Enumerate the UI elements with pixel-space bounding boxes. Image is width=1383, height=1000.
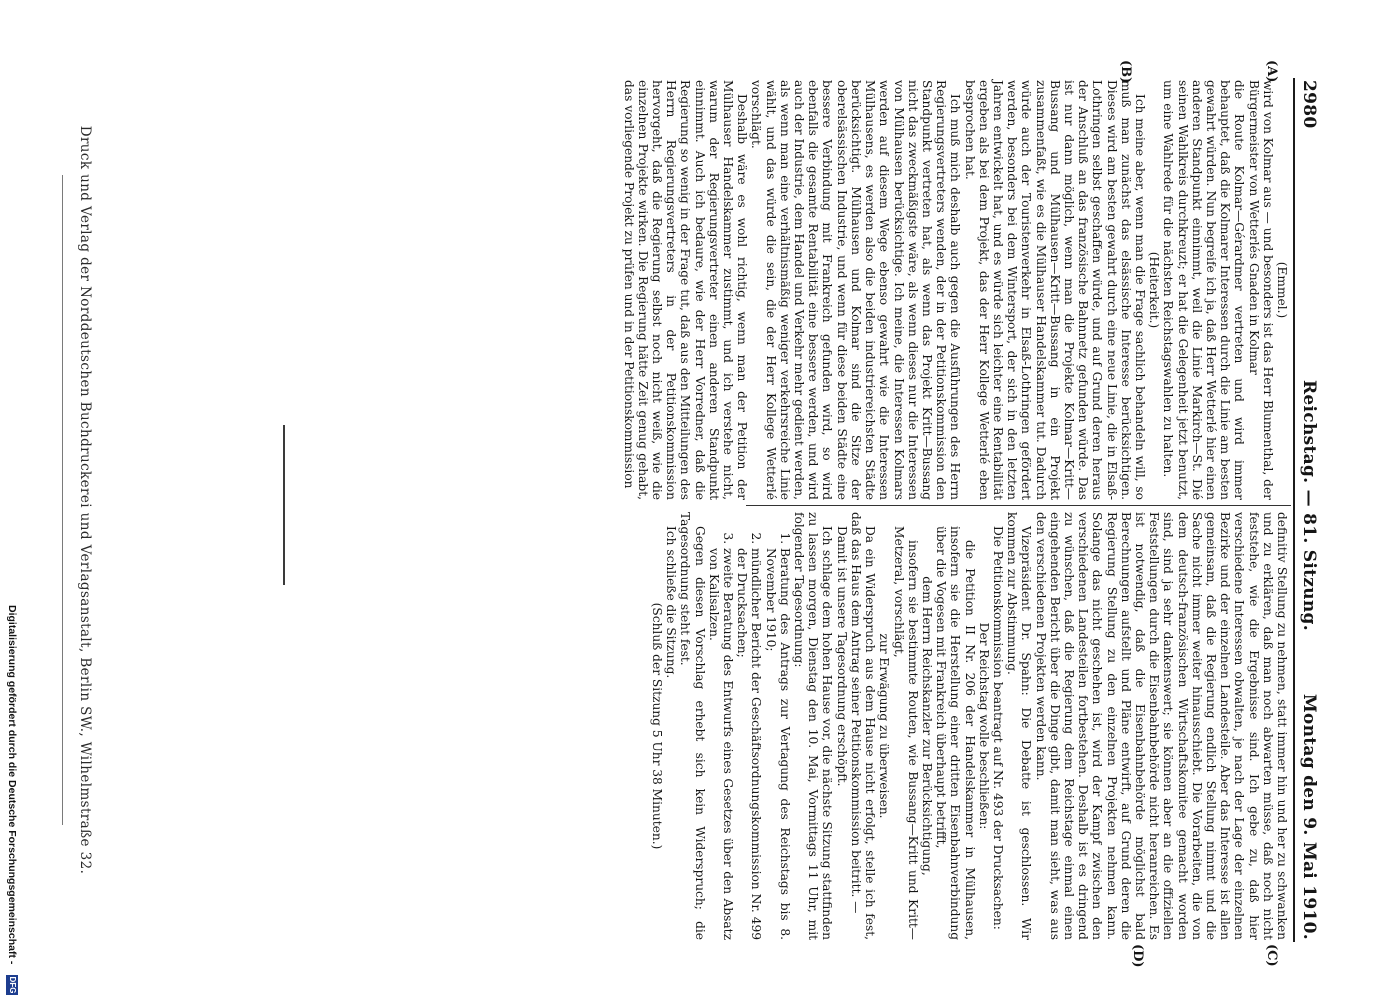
agenda-item: 3. zweite Beratung des Entwurfs eines Gesetzes über den Absatz von Kalisalzen. (707, 548, 735, 940)
end-note: (Schluß der Sitzung 5 Uhr 38 Minuten.) (650, 602, 665, 850)
right-column (650, 512, 1289, 940)
paragraph: zur Erwägung zu überweisen. (877, 633, 892, 819)
paragraph: Vizepräsident Dr. Spahn: Die Debatte ist geschlossen. Wir kommen zur Abstimmung. (1005, 512, 1034, 940)
paragraph: Da ein Widerspruch aus dem Hause nicht erfolgt, stelle ich fest, daß das Haus dem Antrag seiner Petitionskommission beitritt. — (848, 512, 878, 940)
page-number: 2980 (1299, 80, 1319, 129)
column-divider (746, 505, 1291, 506)
margin-marker-d: (D) (1130, 944, 1145, 968)
paragraph: Der Reichstag wolle beschließen: (976, 622, 991, 830)
header-date: Montag den 9. Mai 1910. (1299, 693, 1319, 940)
paragraph: insofern sie bestimmte Routen, wie Bussang—Kritt und Kritt—Metzeral, vorschlägt, (891, 526, 920, 940)
margin-marker-a: (A) (1264, 60, 1279, 83)
agenda-item: 1. Beratung des Antrags zur Vertagung des Reichstags bis 8. November 1910; (763, 548, 791, 940)
left-column (621, 80, 1289, 500)
paragraph: Ich schlage dem hohen Hause vor, die nächste Sitzung stattfinden zu lassen morgen, Dienstag den 10. Mai, Vormittags 11 Uhr, mit folgender Tagesordnung: (792, 512, 835, 940)
paragraph: die Route Kolmar—Gérardmer vertreten und wird immer behauptet, daß die Kolmarer Interessen durch die Linie am besten gewahrt würden. Nun begreife ich ja, daß Herr Wetterlé hier einen anderen Standpunkt einnimmt, weil die Linie Markirch—St. Dié seinen Wahlkreis durchkreuzt; er hat die Gelegenheit jetzt benutzt, um eine Wahlrede für die nächsten Reichstagswahlen zu halten. (1161, 80, 1247, 500)
header-title: Reichstag. — 81. Sitzung. (1299, 380, 1319, 631)
dfg-logo-icon: DFG (8, 976, 17, 994)
interjection: (Heiterkeit.) (1147, 251, 1162, 329)
agenda-item: 2. mündlicher Bericht der Geschäftsordnungskommission Nr. 499 der Drucksachen; (735, 548, 763, 940)
imprint-line: Druck und Verlag der Norddeutschen Buchdruckerei und Verlagsanstalt, Berlin SW., Wilhelmstraße 32. (77, 125, 93, 875)
agenda-list (707, 512, 792, 940)
paragraph: die Petition II Nr. 206 der Handelskammer in Mülhausen, insofern sie die Herstellung einer dritten Eisenbahnverbindung über die Vogesen mit Frankreich überhaupt betrifft, (934, 526, 977, 940)
paragraph: Gegen diesen Vorschlag erhebt sich kein Widerspruch; die Tagesordnung steht fest. (678, 512, 707, 940)
header-rule (1293, 78, 1295, 942)
margin-marker-c: (C) (1264, 944, 1279, 967)
paragraph: definitiv Stellung zu nehmen, statt immer hin und her zu schwanken und zu erklären, daß man noch abwarten müsse, daß noch nicht feststehe, wie die Ergebnisse sind. Ich gebe zu, daß hier verschiedene Interessen obwalten, je nach der Lage der einzelnen Bezirke und der einzelnen Landesteile. Aber das Interesse ist allen gemeinsam, daß die Regierung endlich Stellung nimmt und die Sache nicht immer weiter hinausschiebt. Die Vorarbeiten, die von dem deutsch-französischen Wirtschaftskomitee gemacht worden sind, sind ja sehr dankenswert; sie können aber an die offiziellen Feststellungen durch die Eisenbahnbehörde nicht heranreichen. Es ist notwendig, daß die Eisenbahnbehörde möglichst bald Berechnungen aufstellt und Pläne entwirft, auf Grund deren die Regierung Stellung zu den einzelnen Projekten nehmen kann. Solange das nicht geschehen ist, wird der Kampf zwischen den verschiedenen Landesteilen fortbestehen. Deshalb ist es dringend zu wünschen, daß die Regierung dem Reichstage einmal einen eingehenden Bericht über die Dinge gibt, damit man sieht, was aus den verschiedenen Projekten werden kann. (1033, 512, 1289, 940)
page-header (1293, 80, 1319, 940)
digitization-note: Digitalisierung gefördert durch die Deutsche Forschungsgemeinschaft - (6, 605, 18, 965)
paragraph: Die Petitionskommission beantragt auf Nr. 493 der Drucksachen: (990, 526, 1005, 930)
end-rule (283, 425, 285, 585)
paragraph: Ich meine aber, wenn man die Frage sachlich behandeln will, so muß man zunächst das elsässische Interesse berücksichtigen. Dieses wird am besten gewahrt durch eine neue Linie, die in Elsaß-Lothringen selbst geschaffen würde, und auf Grund deren heraus der Anschluß an das französische Bahnnetz gefunden würde. Das ist nur dann möglich, wenn man die Projekte Kolmar—Kritt—Bussang und Mülhausen—Kritt—Bussang in ein Projekt zusammenfaßt, wie es die Mülhauser Handelskammer tut. Dadurch würde auch der Touristenverkehr in Elsaß-Lothringen gefördert werden, besonders bei dem Wintersport, der sich in den letzten Jahren entwickelt hat, und es würde sich leichter eine Rentabilität ergeben als bei dem Projekt, das der Herr Kollege Wetterlé eben besprochen hat. (962, 80, 1147, 500)
speaker-label: (Emmel.) (1275, 261, 1289, 319)
paragraph: dem Herrn Reichskanzler zur Berücksichtigung, (919, 576, 934, 876)
paragraph: Ich schließe die Sitzung. (664, 526, 679, 679)
paragraph: wird von Kolmar aus — und besonders ist das Herr Blumenthal, der Bürgermeister von Wetterlés Gnaden in Kolmar (1246, 80, 1275, 500)
imprint-rule (62, 175, 63, 825)
paragraph: Damit ist unsere Tagesordnung erschöpft. (834, 526, 849, 787)
digitization-footer (4, 0, 18, 1000)
paragraph: Deshalb wäre es wohl richtig, wenn man der Petition der Mülhauser Handelskammer zustimmt, und ich verstehe nicht, warum der Regierungsvertreter einen anderen Standpunkt einnimmt. Auch ich bedaure, wie der Herr Vorredner, daß die Regierung so wenig in der Frage tut, daß aus den Mitteilungen des Herrn Regierungsvertreters in der Petitionskommission hervorgeht, daß die Regierung selbst noch nicht weiß, wie die einzelnen Projekte wirken. Die Regierung hätte Zeit genug gehabt, das vorliegende Projekt zu prüfen und in der Petitionskommission (621, 80, 750, 500)
margin-marker-b: (B) (1118, 60, 1133, 84)
paragraph: Ich muß mich deshalb auch gegen die Ausführungen des Herrn Regierungsvertreters wenden, der in der Petitionskommission den Standpunkt vertreten hat, als wenn das Projekt Kritt—Bussang nicht das zweckmäßigste wäre, als wenn dieses nur die Interessen von Mülhausen berücksichtige. Ich meine, die Interessen Kolmars werden auf diesem Wege ebenso gewahrt wie die Interessen Mülhausens, es werden also die beiden industriereichsten Städte berücksichtigt. Mülhausen und Kolmar sind die Sitze der oberelsässischen Industrie, und wenn für diese beiden Städte eine bessere Verbindung mit Frankreich gefunden wird, so wird ebenfalls die gesamte Rentabilität eine bessere werden, und wird auch der Industrie, dem Handel und Verkehr mehr gedient werden, als wenn man eine verhältnismäßig weniger verkehrsreiche Linie wählt, und das würde die sein, die der Herr Kollege Wetterlé vorschlägt. (749, 80, 963, 500)
